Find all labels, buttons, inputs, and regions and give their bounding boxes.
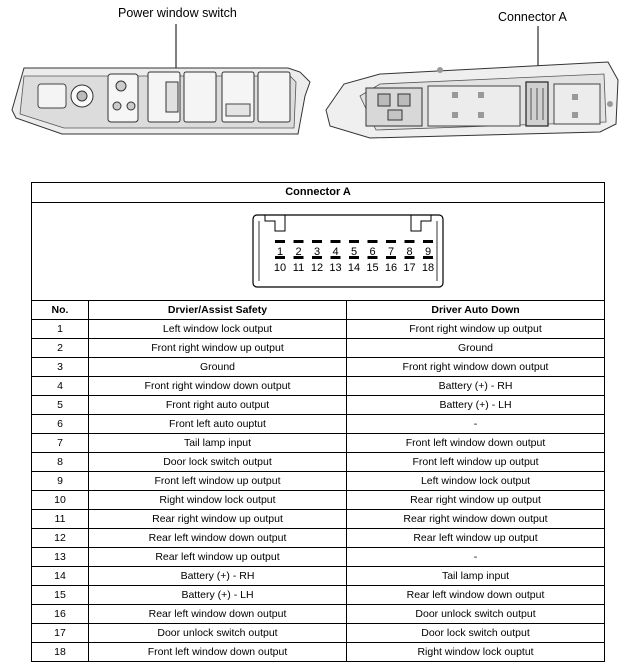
table-row (32, 472, 605, 491)
driver-auto-down-value: Front right window down output (347, 358, 605, 377)
pin-label: 2 (294, 246, 302, 258)
driver-assist-safety-value: Front right window down output (89, 377, 347, 396)
driver-assist-safety-value: Tail lamp input (89, 434, 347, 453)
pin-mark (423, 240, 433, 243)
table-row (32, 586, 605, 605)
pin-mark (312, 240, 322, 243)
pin-label: 13 (328, 262, 342, 274)
table-row (32, 510, 605, 529)
driver-assist-safety-value: Left window lock output (89, 320, 347, 339)
driver-assist-safety-value: Battery (+) - LH (89, 586, 347, 605)
header-driver-auto-down: Driver Auto Down (347, 301, 605, 320)
driver-auto-down-value: Right window lock ouptut (347, 643, 605, 662)
driver-auto-down-value: Rear left window up output (347, 529, 605, 548)
switch-panel-bottom-view (326, 62, 618, 138)
pin-label: 11 (292, 262, 304, 274)
pin-label: 3 (313, 246, 320, 258)
pin-number: 11 (32, 510, 89, 529)
pin-label: 1 (276, 246, 283, 258)
power-window-switch-label: Power window switch (118, 6, 237, 20)
driver-auto-down-value: Front right window up output (347, 320, 605, 339)
driver-auto-down-value: - (347, 415, 605, 434)
table-row (32, 643, 605, 662)
pin-number: 16 (32, 605, 89, 624)
pin-mark (293, 240, 303, 243)
table-row (32, 491, 605, 510)
pin-label: 7 (387, 246, 394, 258)
driver-assist-safety-value: Door unlock switch output (89, 624, 347, 643)
connector-a-label: Connector A (498, 10, 567, 24)
switch-illustration (0, 0, 639, 180)
pin-label: 9 (424, 246, 431, 258)
driver-assist-safety-value: Rear left window up output (89, 548, 347, 567)
table-row (32, 434, 605, 453)
table-row (32, 339, 605, 358)
pin-number: 13 (32, 548, 89, 567)
pin-number: 14 (32, 567, 89, 586)
header-no: No. (32, 301, 89, 320)
table-row (32, 529, 605, 548)
pin-number: 8 (32, 453, 89, 472)
pin-label: 16 (384, 262, 397, 274)
pin-number: 9 (32, 472, 89, 491)
pin-label: 15 (365, 262, 379, 274)
pin-mark (386, 240, 396, 243)
driver-assist-safety-value: Front left auto ouptut (89, 415, 347, 434)
driver-auto-down-value: Rear right window down output (347, 510, 605, 529)
table-row (32, 377, 605, 396)
table-row (32, 624, 605, 643)
pin-number: 4 (32, 377, 89, 396)
driver-auto-down-value: Front left window down output (347, 434, 605, 453)
pin-label: 18 (421, 262, 434, 274)
table-row (32, 415, 605, 434)
driver-assist-safety-value: Front right auto output (89, 396, 347, 415)
table-title: Connector A (32, 183, 605, 203)
pin-number: 5 (32, 396, 89, 415)
driver-auto-down-value: Battery (+) - LH (347, 396, 605, 415)
pin-number: 3 (32, 358, 89, 377)
pin-number: 7 (32, 434, 89, 453)
pin-label: 12 (310, 262, 323, 274)
driver-assist-safety-value: Door lock switch output (89, 453, 347, 472)
pin-number: 6 (32, 415, 89, 434)
table-row (32, 567, 605, 586)
driver-assist-safety-value: Rear left window down output (89, 529, 347, 548)
pin-number: 15 (32, 586, 89, 605)
connector-face-diagram (33, 203, 604, 294)
pin-label: 6 (368, 246, 376, 258)
driver-auto-down-value: Battery (+) - RH (347, 377, 605, 396)
pin-mark (367, 240, 377, 243)
driver-auto-down-value: Door lock switch output (347, 624, 605, 643)
connector-pin-table (31, 182, 605, 662)
driver-assist-safety-value: Front left window down output (89, 643, 347, 662)
table-row (32, 320, 605, 339)
table-row (32, 605, 605, 624)
driver-auto-down-value: - (347, 548, 605, 567)
driver-assist-safety-value: Front right window up output (89, 339, 347, 358)
pin-number: 17 (32, 624, 89, 643)
pin-mark (275, 240, 285, 243)
driver-auto-down-value: Ground (347, 339, 605, 358)
pin-mark (349, 240, 359, 243)
pin-number: 1 (32, 320, 89, 339)
connector-diagram-cell (32, 203, 605, 301)
pin-label: 4 (331, 246, 339, 258)
driver-assist-safety-value: Front left window up output (89, 472, 347, 491)
pin-mark (330, 240, 340, 243)
table-row (32, 453, 605, 472)
driver-assist-safety-value: Rear left window down output (89, 605, 347, 624)
driver-assist-safety-value: Right window lock output (89, 491, 347, 510)
pin-label: 10 (273, 262, 286, 274)
pin-label: 17 (402, 262, 416, 274)
pin-number: 18 (32, 643, 89, 662)
table-row (32, 396, 605, 415)
driver-auto-down-value: Front left window up output (347, 453, 605, 472)
driver-auto-down-value: Rear left window down output (347, 586, 605, 605)
switch-panel-top-view (12, 68, 310, 134)
driver-auto-down-value: Tail lamp input (347, 567, 605, 586)
driver-assist-safety-value: Ground (89, 358, 347, 377)
pin-number: 12 (32, 529, 89, 548)
header-driver-assist-safety: Drvier/Assist Safety (89, 301, 347, 320)
driver-auto-down-value: Left window lock output (347, 472, 605, 491)
driver-auto-down-value: Door unlock switch output (347, 605, 605, 624)
driver-assist-safety-value: Battery (+) - RH (89, 567, 347, 586)
pin-mark (404, 240, 414, 243)
pin-number: 10 (32, 491, 89, 510)
table-row (32, 548, 605, 567)
pin-label: 8 (405, 246, 413, 258)
pin-number: 2 (32, 339, 89, 358)
pin-label: 5 (350, 246, 357, 258)
pin-label: 14 (347, 262, 360, 274)
table-row (32, 358, 605, 377)
driver-assist-safety-value: Rear right window up output (89, 510, 347, 529)
driver-auto-down-value: Rear right window up output (347, 491, 605, 510)
